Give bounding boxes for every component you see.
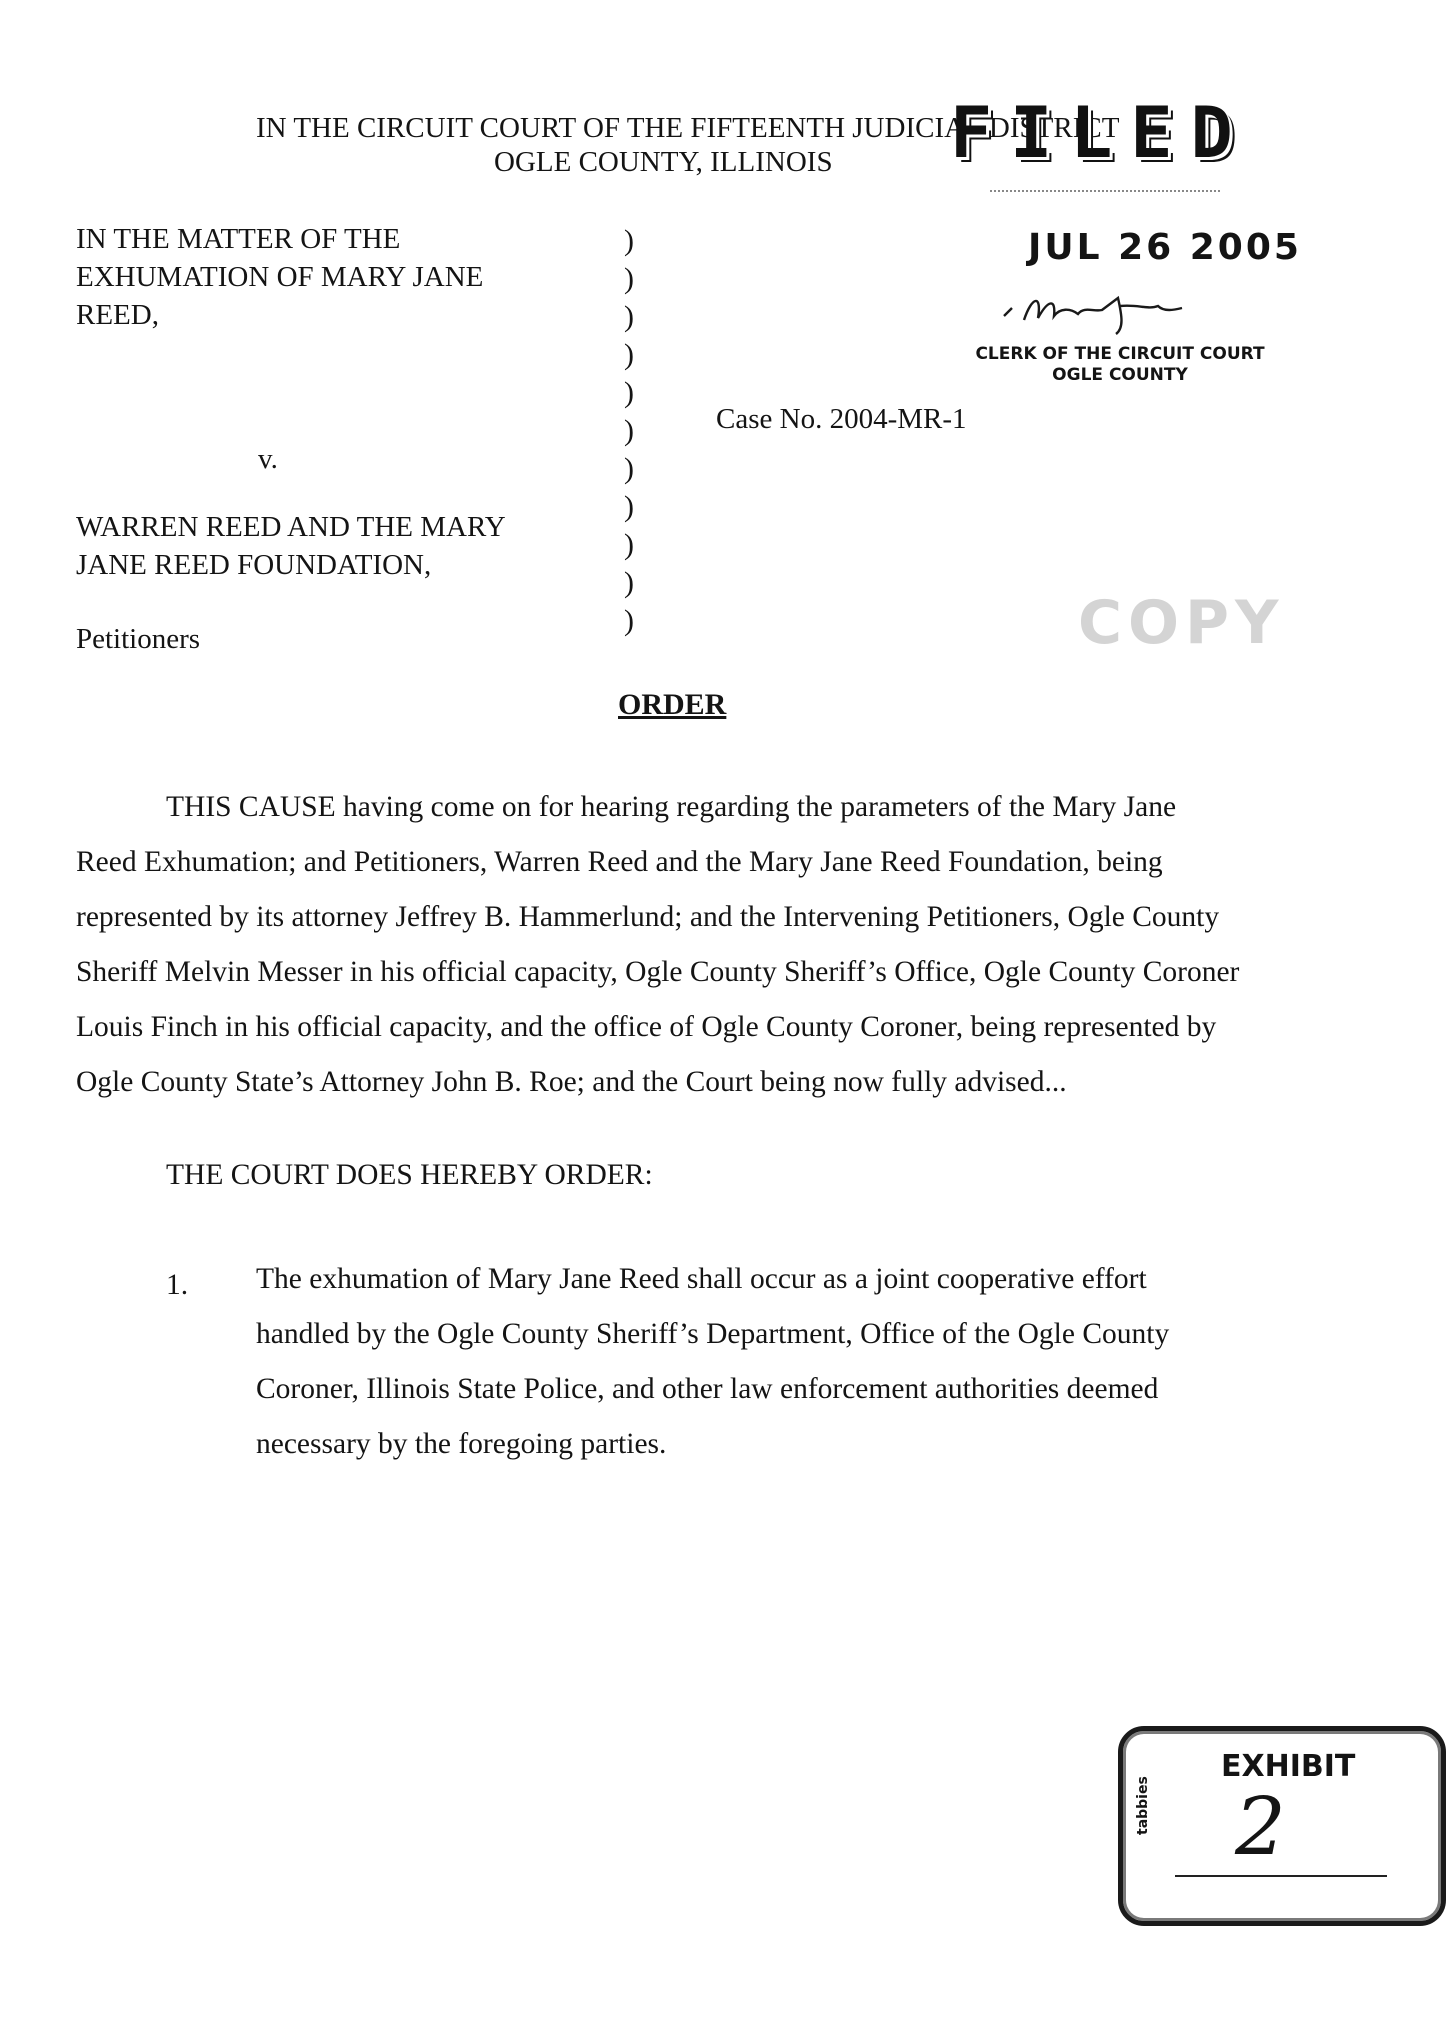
paren: ) (624, 262, 634, 295)
paren: ) (624, 338, 634, 371)
respondent-line2: JANE REED FOUNDATION, (76, 549, 432, 581)
item-number: 1. (166, 1269, 189, 1301)
order-item-1 (256, 1252, 1296, 1472)
paren: ) (624, 604, 634, 637)
stamp-divider (990, 190, 1220, 192)
paren: ) (624, 566, 634, 599)
exhibit-sticker (1118, 1726, 1446, 1926)
caption-paren-column (622, 222, 636, 640)
item-line: handled by the Ogle County Sheriff’s Department, Office of the Ogle County (256, 1318, 1170, 1350)
exhibit-number: 2 (1235, 1780, 1286, 1873)
clerk-line1: CLERK OF THE CIRCUIT COURT (975, 344, 1265, 364)
paren: ) (624, 452, 634, 485)
recital-line: Louis Finch in his official capacity, and the office of Ogle County Coroner, being represented by (76, 1011, 1217, 1043)
case-number: Case No. 2004-MR-1 (716, 403, 967, 435)
clerk-title (970, 344, 1270, 386)
paren: ) (624, 300, 634, 333)
paren: ) (624, 414, 634, 447)
paren: ) (624, 490, 634, 523)
versus: v. (258, 443, 278, 475)
caption-respondents (76, 508, 506, 584)
recital-line: THIS CAUSE having come on for hearing regarding the parameters of the Mary Jane (166, 791, 1177, 823)
matter-line1: IN THE MATTER OF THE (76, 223, 401, 255)
recital-line: Reed Exhumation; and Petitioners, Warren Reed and the Mary Jane Reed Foundation, being (76, 846, 1163, 878)
matter-line2: EXHUMATION OF MARY JANE (76, 261, 484, 293)
item-line: The exhumation of Mary Jane Reed shall occur as a joint cooperative effort (256, 1263, 1147, 1295)
order-directive: THE COURT DOES HEREBY ORDER: (166, 1159, 653, 1191)
exhibit-line (1175, 1875, 1387, 1877)
matter-line3: REED, (76, 299, 159, 331)
exhibit-brand: tabbies (1135, 1776, 1151, 1835)
respondent-line1: WARREN REED AND THE MARY (76, 511, 506, 543)
order-title: ORDER (618, 688, 727, 721)
clerk-signature (998, 286, 1228, 336)
exhibit-label: EXHIBIT (1221, 1749, 1356, 1784)
court-heading-line1: IN THE CIRCUIT COURT OF THE FIFTEENTH JUDICIAL DISTRICT (256, 112, 1120, 144)
order-recital (76, 780, 1316, 1110)
copy-stamp: COPY (1078, 588, 1285, 658)
item-line: Coroner, Illinois State Police, and other law enforcement authorities deemed (256, 1373, 1159, 1405)
filed-stamp: FILED (950, 92, 1251, 174)
caption-matter (76, 220, 483, 334)
clerk-line2: OGLE COUNTY (1052, 365, 1188, 385)
court-heading-line2: OGLE COUNTY, ILLINOIS (494, 146, 833, 178)
paren: ) (624, 224, 634, 257)
recital-line: represented by its attorney Jeffrey B. Hammerlund; and the Intervening Petitioners, Ogle County (76, 901, 1220, 933)
paren: ) (624, 528, 634, 561)
recital-line: Sheriff Melvin Messer in his official capacity, Ogle County Sheriff’s Office, Ogle County Coroner (76, 956, 1240, 988)
item-line: necessary by the foregoing parties. (256, 1428, 667, 1460)
filed-date: JUL 26 2005 (1028, 227, 1302, 268)
paren: ) (624, 376, 634, 409)
recital-line: Ogle County State’s Attorney John B. Roe; and the Court being now fully advised... (76, 1066, 1067, 1098)
petitioners-label: Petitioners (76, 623, 201, 655)
